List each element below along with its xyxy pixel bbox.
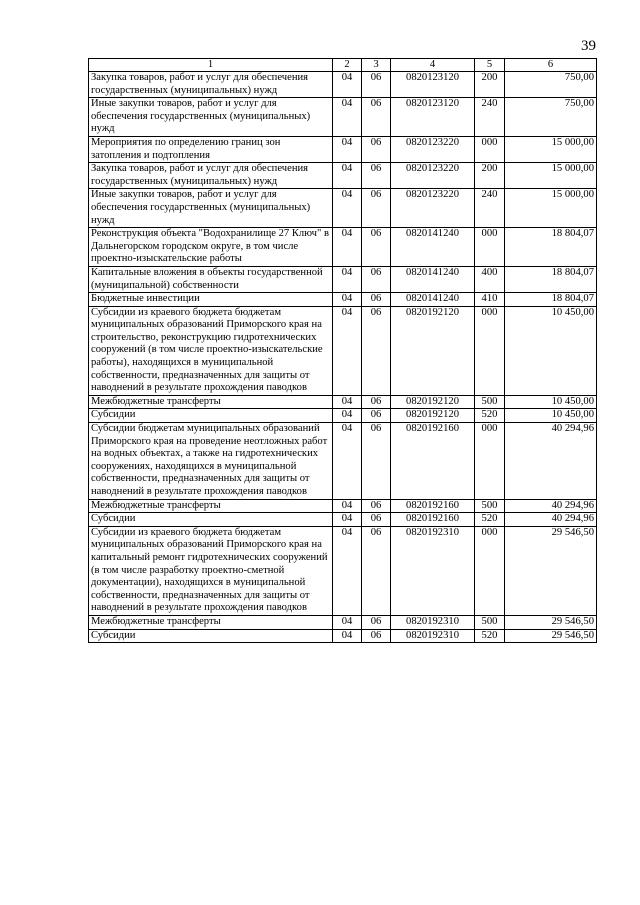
row-expense-type: 000 bbox=[475, 136, 505, 162]
row-amount: 40 294,96 bbox=[505, 423, 597, 500]
row-section: 04 bbox=[333, 228, 362, 267]
row-amount: 10 450,00 bbox=[505, 409, 597, 423]
row-target-code: 0820192160 bbox=[391, 513, 475, 527]
row-subsection: 06 bbox=[362, 98, 391, 137]
row-subsection: 06 bbox=[362, 423, 391, 500]
row-subsection: 06 bbox=[362, 629, 391, 643]
row-subsection: 06 bbox=[362, 136, 391, 162]
row-expense-type: 520 bbox=[475, 409, 505, 423]
row-amount: 10 450,00 bbox=[505, 395, 597, 409]
row-subsection: 06 bbox=[362, 409, 391, 423]
row-amount: 18 804,07 bbox=[505, 228, 597, 267]
row-target-code: 0820141240 bbox=[391, 293, 475, 307]
row-target-code: 0820192160 bbox=[391, 499, 475, 513]
table-row bbox=[89, 72, 597, 98]
row-expense-type: 000 bbox=[475, 306, 505, 395]
table-row bbox=[89, 189, 597, 228]
budget-table bbox=[88, 58, 597, 643]
row-section: 04 bbox=[333, 615, 362, 629]
row-name: Субсидии из краевого бюджета бюджетам муниципальных образований Приморского края на капитальный ремонт гидротехнических сооружений (в том числе разработку проектно-сметной документации), находящихся в муниципальной собственности, предназначенных для защиты от наводнений в результате прохождения паводков bbox=[89, 526, 333, 615]
row-name: Закупка товаров, работ и услуг для обеспечения государственных (муниципальных) нужд bbox=[89, 72, 333, 98]
table-row bbox=[89, 526, 597, 615]
row-section: 04 bbox=[333, 629, 362, 643]
row-name: Субсидии bbox=[89, 409, 333, 423]
row-amount: 10 450,00 bbox=[505, 306, 597, 395]
row-subsection: 06 bbox=[362, 395, 391, 409]
header-col-5: 5 bbox=[475, 59, 505, 72]
table-row bbox=[89, 306, 597, 395]
row-target-code: 0820192310 bbox=[391, 629, 475, 643]
header-col-3: 3 bbox=[362, 59, 391, 72]
row-target-code: 0820123220 bbox=[391, 163, 475, 189]
table-row bbox=[89, 629, 597, 643]
row-subsection: 06 bbox=[362, 526, 391, 615]
table-row bbox=[89, 499, 597, 513]
table-body bbox=[89, 72, 597, 643]
row-expense-type: 200 bbox=[475, 72, 505, 98]
row-amount: 15 000,00 bbox=[505, 163, 597, 189]
row-expense-type: 520 bbox=[475, 513, 505, 527]
row-name: Межбюджетные трансферты bbox=[89, 395, 333, 409]
row-name: Мероприятия по определению границ зон затопления и подтопления bbox=[89, 136, 333, 162]
row-amount: 18 804,07 bbox=[505, 266, 597, 292]
row-subsection: 06 bbox=[362, 266, 391, 292]
row-target-code: 0820192120 bbox=[391, 395, 475, 409]
row-amount: 29 546,50 bbox=[505, 526, 597, 615]
row-name: Капитальные вложения в объекты государственной (муниципальной) собственности bbox=[89, 266, 333, 292]
row-section: 04 bbox=[333, 189, 362, 228]
header-col-6: 6 bbox=[505, 59, 597, 72]
row-expense-type: 500 bbox=[475, 499, 505, 513]
row-expense-type: 400 bbox=[475, 266, 505, 292]
row-name: Субсидии из краевого бюджета бюджетам муниципальных образований Приморского края на строительство, реконструкцию гидротехнических сооружений (в том числе проектно-изыскательские работы), находящихся в муниципальной собственности, предназначенных для защиты от наводнений в результате прохождения паводков bbox=[89, 306, 333, 395]
row-target-code: 0820141240 bbox=[391, 228, 475, 267]
row-target-code: 0820141240 bbox=[391, 266, 475, 292]
header-col-4: 4 bbox=[391, 59, 475, 72]
row-subsection: 06 bbox=[362, 306, 391, 395]
row-subsection: 06 bbox=[362, 228, 391, 267]
row-amount: 40 294,96 bbox=[505, 513, 597, 527]
row-expense-type: 000 bbox=[475, 228, 505, 267]
row-section: 04 bbox=[333, 409, 362, 423]
row-target-code: 0820123220 bbox=[391, 189, 475, 228]
row-expense-type: 500 bbox=[475, 615, 505, 629]
table-row bbox=[89, 409, 597, 423]
row-expense-type: 240 bbox=[475, 98, 505, 137]
table-row bbox=[89, 98, 597, 137]
row-amount: 40 294,96 bbox=[505, 499, 597, 513]
row-amount: 15 000,00 bbox=[505, 189, 597, 228]
row-subsection: 06 bbox=[362, 615, 391, 629]
row-section: 04 bbox=[333, 395, 362, 409]
row-section: 04 bbox=[333, 136, 362, 162]
row-name: Межбюджетные трансферты bbox=[89, 499, 333, 513]
row-amount: 15 000,00 bbox=[505, 136, 597, 162]
row-target-code: 0820123120 bbox=[391, 72, 475, 98]
row-section: 04 bbox=[333, 513, 362, 527]
row-target-code: 0820123220 bbox=[391, 136, 475, 162]
row-amount: 29 546,50 bbox=[505, 629, 597, 643]
row-expense-type: 410 bbox=[475, 293, 505, 307]
row-subsection: 06 bbox=[362, 163, 391, 189]
row-expense-type: 240 bbox=[475, 189, 505, 228]
table-row bbox=[89, 136, 597, 162]
row-amount: 750,00 bbox=[505, 72, 597, 98]
row-name: Бюджетные инвестиции bbox=[89, 293, 333, 307]
table-row bbox=[89, 423, 597, 500]
row-name: Реконструкция объекта "Водохранилище 27 Ключ" в Дальнегорском городском округе, в том числе проектно-изыскательские работы bbox=[89, 228, 333, 267]
row-subsection: 06 bbox=[362, 72, 391, 98]
table-header bbox=[89, 59, 597, 72]
row-subsection: 06 bbox=[362, 499, 391, 513]
row-target-code: 0820192310 bbox=[391, 526, 475, 615]
header-col-1: 1 bbox=[89, 59, 333, 72]
row-section: 04 bbox=[333, 266, 362, 292]
row-name: Субсидии бюджетам муниципальных образований Приморского края на проведение неотложных работ на водных объектах, а также на гидротехнических сооружениях, находящихся в муниципальной собственности, предназначенных для защиты от наводнений в результате прохождения паводков bbox=[89, 423, 333, 500]
row-target-code: 0820192310 bbox=[391, 615, 475, 629]
row-section: 04 bbox=[333, 72, 362, 98]
row-section: 04 bbox=[333, 98, 362, 137]
row-subsection: 06 bbox=[362, 513, 391, 527]
table-row bbox=[89, 293, 597, 307]
row-name: Закупка товаров, работ и услуг для обеспечения государственных (муниципальных) нужд bbox=[89, 163, 333, 189]
row-expense-type: 000 bbox=[475, 423, 505, 500]
row-section: 04 bbox=[333, 163, 362, 189]
table-row bbox=[89, 163, 597, 189]
row-amount: 18 804,07 bbox=[505, 293, 597, 307]
row-subsection: 06 bbox=[362, 189, 391, 228]
row-expense-type: 520 bbox=[475, 629, 505, 643]
row-target-code: 0820192120 bbox=[391, 409, 475, 423]
table-row bbox=[89, 228, 597, 267]
row-target-code: 0820123120 bbox=[391, 98, 475, 137]
row-expense-type: 500 bbox=[475, 395, 505, 409]
row-amount: 29 546,50 bbox=[505, 615, 597, 629]
row-name: Субсидии bbox=[89, 513, 333, 527]
header-row bbox=[89, 59, 597, 72]
row-amount: 750,00 bbox=[505, 98, 597, 137]
row-name: Субсидии bbox=[89, 629, 333, 643]
row-section: 04 bbox=[333, 306, 362, 395]
row-section: 04 bbox=[333, 423, 362, 500]
row-name: Иные закупки товаров, работ и услуг для обеспечения государственных (муниципальных) нужд bbox=[89, 189, 333, 228]
table-row bbox=[89, 395, 597, 409]
row-section: 04 bbox=[333, 526, 362, 615]
row-expense-type: 000 bbox=[475, 526, 505, 615]
row-target-code: 0820192120 bbox=[391, 306, 475, 395]
header-col-2: 2 bbox=[333, 59, 362, 72]
table-row bbox=[89, 266, 597, 292]
row-subsection: 06 bbox=[362, 293, 391, 307]
row-section: 04 bbox=[333, 293, 362, 307]
table-row bbox=[89, 513, 597, 527]
row-name: Межбюджетные трансферты bbox=[89, 615, 333, 629]
page-number: 39 bbox=[581, 38, 596, 54]
row-expense-type: 200 bbox=[475, 163, 505, 189]
row-target-code: 0820192160 bbox=[391, 423, 475, 500]
row-section: 04 bbox=[333, 499, 362, 513]
row-name: Иные закупки товаров, работ и услуг для обеспечения государственных (муниципальных) нужд bbox=[89, 98, 333, 137]
table-row bbox=[89, 615, 597, 629]
